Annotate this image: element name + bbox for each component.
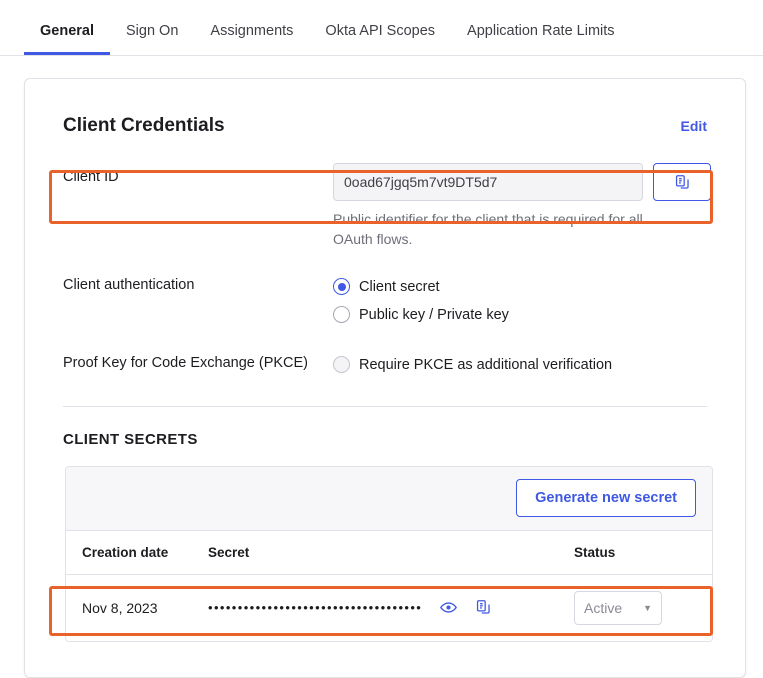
copy-secret-icon[interactable] <box>475 599 492 616</box>
radio-public-private-key[interactable] <box>333 302 707 328</box>
client-id-label: Client ID <box>63 169 119 185</box>
tab-assignments[interactable]: Assignments <box>210 22 294 39</box>
chevron-down-icon: ▼ <box>643 602 652 613</box>
pkce-checkbox-label: Require PKCE as additional verification <box>359 356 613 373</box>
client-secrets-heading: CLIENT SECRETS <box>63 430 198 448</box>
client-id-help-text: Public identifier for the client that is required for all OAuth flows. <box>333 211 643 248</box>
radio-client-secret-label: Client secret <box>359 278 440 295</box>
status-dropdown[interactable] <box>574 591 662 625</box>
client-credentials-card <box>24 78 746 678</box>
client-secrets-table <box>66 531 712 641</box>
secret-masked-value: •••••••••••••••••••••••••••••••••••• <box>208 600 423 616</box>
edit-link[interactable]: Edit <box>680 118 707 134</box>
column-header-creation-date: Creation date <box>66 531 196 575</box>
checkbox-unchecked-icon <box>333 356 350 373</box>
client-authentication-label: Client authentication <box>63 276 195 293</box>
pkce-checkbox-option[interactable] <box>333 352 707 378</box>
tab-general[interactable]: General <box>24 24 110 56</box>
secret-status-cell <box>562 574 712 641</box>
generate-new-secret-button[interactable]: Generate new secret <box>516 479 696 517</box>
tab-sign-on[interactable]: Sign On <box>126 22 179 39</box>
table-header-row <box>66 531 712 575</box>
column-header-secret: Secret <box>196 531 562 575</box>
tab-application-rate-limits[interactable]: Application Rate Limits <box>467 22 615 39</box>
secret-value-cell <box>196 574 562 641</box>
client-secrets-toolbar <box>66 467 712 531</box>
radio-selected-icon <box>333 278 350 295</box>
table-row <box>66 574 712 641</box>
radio-public-private-key-label: Public key / Private key <box>359 306 509 323</box>
radio-unselected-icon <box>333 306 350 323</box>
pkce-label: Proof Key for Code Exchange (PKCE) <box>63 354 309 371</box>
client-secrets-table-container <box>65 466 713 642</box>
copy-client-id-button[interactable] <box>653 163 711 201</box>
secret-creation-date: Nov 8, 2023 <box>82 599 158 616</box>
status-dropdown-value: Active <box>584 599 623 616</box>
column-header-status: Status <box>562 531 712 575</box>
client-id-row <box>63 137 707 250</box>
tab-okta-api-scopes[interactable]: Okta API Scopes <box>325 22 436 39</box>
copy-icon <box>674 174 691 191</box>
page-title: Client Credentials <box>63 115 225 136</box>
pkce-row <box>63 330 707 380</box>
eye-icon[interactable] <box>440 601 457 614</box>
client-authentication-row <box>63 250 707 330</box>
client-credentials-header <box>63 115 707 137</box>
app-tab-bar <box>0 0 763 56</box>
radio-client-secret[interactable] <box>333 274 707 300</box>
client-id-input[interactable]: 0oad67jgq5m7vt9DT5d7 <box>333 163 643 201</box>
section-divider <box>63 406 707 407</box>
